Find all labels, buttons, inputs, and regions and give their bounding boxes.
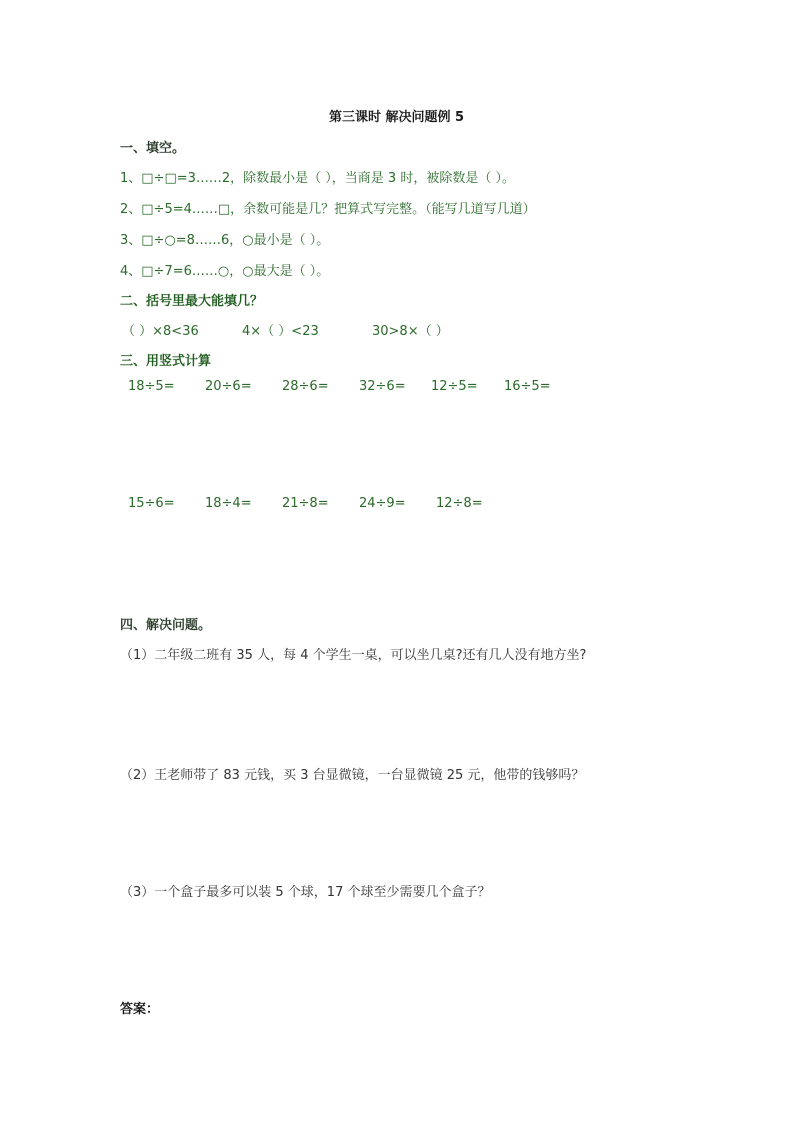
calc-item: 32÷6=: [359, 379, 406, 394]
inequality-1: （ ）×8<36: [122, 324, 199, 339]
answer-label: 答案：: [120, 1002, 160, 1017]
word-problem-3: （3）一个盒子最多可以装 5 个球，17 个球至少需要几个盒子？: [120, 885, 491, 900]
calc-item: 18÷5=: [128, 379, 175, 394]
fill-item-2: 2、□÷5=4……□，余数可能是几？把算式写完整。（能写几道写几道）: [120, 202, 536, 217]
calc-item: 28÷6=: [282, 379, 329, 394]
calc-item: 12÷8=: [436, 496, 483, 511]
word-problem-1: （1）二年级二班有 35 人，每 4 个学生一桌，可以坐几桌?还有几人没有地方坐?: [120, 648, 587, 663]
section-3-heading: 三、用竖式计算: [120, 354, 212, 369]
calc-item: 20÷6=: [205, 379, 252, 394]
calc-item: 12÷5=: [431, 379, 478, 394]
calc-item: 24÷9=: [359, 496, 406, 511]
calc-item: 15÷6=: [128, 496, 175, 511]
page-title: 第三课时 解决问题例 5: [328, 110, 465, 125]
word-problem-2: （2）王老师带了 83 元钱，买 3 台显微镜，一台显微镜 25 元，他带的钱够吗？: [120, 768, 585, 783]
fill-item-3: 3、□÷○=8……6，○最小是（ ）。: [120, 233, 330, 248]
fill-item-4: 4、□÷7=6……○，○最大是（ ）。: [120, 264, 330, 279]
calc-item: 16÷5=: [504, 379, 551, 394]
calc-item: 21÷8=: [282, 496, 329, 511]
inequality-2: 4×（ ）<23: [242, 324, 319, 339]
calc-item: 18÷4=: [205, 496, 252, 511]
inequality-3: 30>8×（ ）: [372, 324, 449, 339]
section-1-heading: 一、填空。: [120, 141, 186, 156]
section-4-heading: 四、解决问题。: [120, 618, 212, 633]
fill-item-1: 1、□÷□=3……2，除数最小是（ ），当商是 3 时，被除数是（ ）。: [120, 171, 515, 186]
section-2-heading: 二、括号里最大能填几？: [120, 294, 264, 309]
